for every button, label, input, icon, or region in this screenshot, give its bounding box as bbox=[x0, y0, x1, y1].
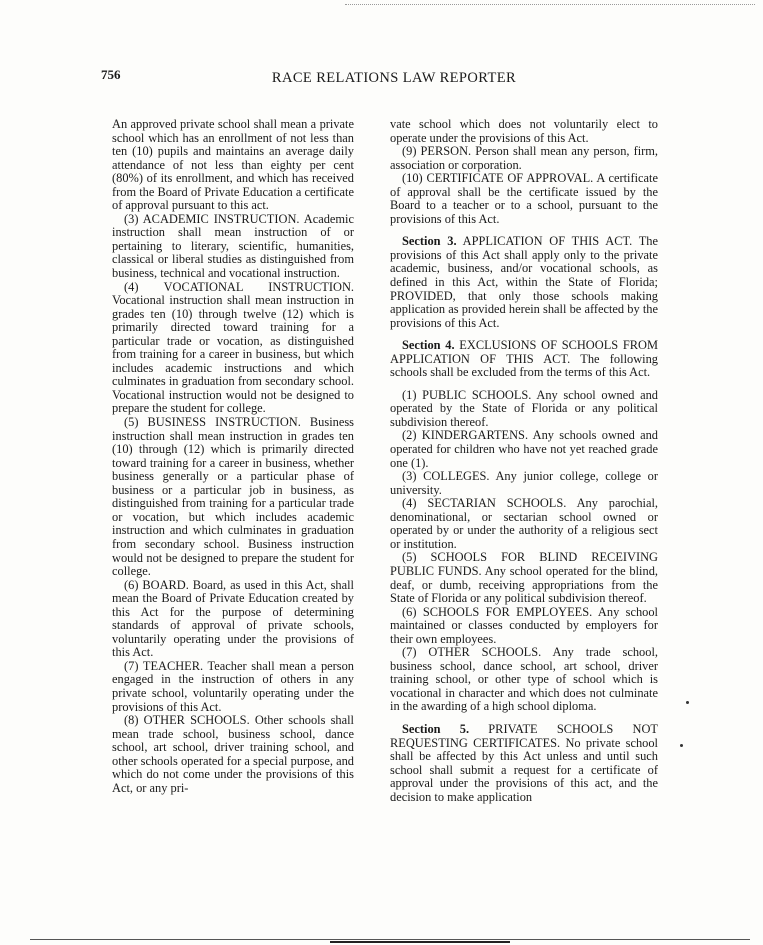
left-paragraph: (3) ACADEMIC INSTRUCTION. Academic instruction shall mean instruction of or pertaining to literary, scientific, humanities, classical or liberal studies as distinguished from business, technical and vocational instruction. bbox=[112, 211, 354, 281]
left-paragraph: (4) VOCATIONAL INSTRUCTION. Vocational instruction shall mean instruction in grades ten (10) through twelve (12) which is primarily directed toward training for a particular trade or vocation, as distinguished from training for a career in business, but which includes academic instructions and which culminates in graduation from secondary school. Vocational instruction would not be designed to prepare the student for college. bbox=[112, 279, 354, 416]
exclusion-paragraph: (5) SCHOOLS FOR BLIND RECEIVING PUBLIC FUNDS. Any school operated for the blind, deaf, or dumb, receiving appropriations from the State of Florida or any political subdivision thereof. bbox=[390, 550, 658, 606]
section-text: APPLICATION OF THIS ACT. The provisions of this Act shall apply only to the private academic, business, and/or vocational schools, as defined in this Act, within the State of Florida; PROVIDED, that only those schools making application as provided herein shall be affected by the provisions of this Act. bbox=[390, 234, 658, 330]
exclusion-paragraph: (6) SCHOOLS FOR EMPLOYEES. Any school maintained or classes conducted by employers for their own employees. bbox=[390, 604, 658, 646]
section-text: EXCLUSIONS OF SCHOOLS FROM APPLICATION OF THIS ACT. The following schools shall be excluded from the terms of this Act. bbox=[390, 338, 659, 380]
left-paragraph: (7) TEACHER. Teacher shall mean a person engaged in the instruction of others in any private school, voluntarily operating under the provisions of this Act. bbox=[112, 658, 354, 714]
stray-ink-mark bbox=[680, 744, 683, 747]
top-dotted-rule bbox=[345, 4, 755, 5]
page-number: 756 bbox=[101, 67, 121, 82]
right-paragraph: vate school which does not voluntarily elect to operate under the provisions of this Act. bbox=[390, 117, 658, 145]
left-paragraph: (8) OTHER SCHOOLS. Other schools shall mean trade school, business school, dance school, art school, driver training school, and other schools operated for a special purpose, and which do not come under the provisions of this Act, or any pri- bbox=[112, 713, 354, 795]
section-label: Section 3. bbox=[402, 234, 457, 249]
section-paragraph bbox=[390, 235, 658, 330]
right-column bbox=[390, 118, 658, 804]
left-paragraph: (5) BUSINESS INSTRUCTION. Business instruction shall mean instruction in grades ten (10) through (12) which is primarily directed toward training for a career in business, whether business generally or a particular phase of business or a particular job in business, as distinguished from training for a particular trade or vocation, but which includes academic instruction and which culminates in graduation from secondary school. Business instruction would not be designed to prepare the student for college. bbox=[112, 415, 354, 579]
section-label: Section 5. bbox=[402, 721, 470, 736]
exclusion-paragraph: (4) SECTARIAN SCHOOLS. Any parochial, denominational, or sectarian school owned or operated by or under the authority of a religious sect or institution. bbox=[390, 496, 658, 551]
exclusion-paragraph: (7) OTHER SCHOOLS. Any trade school, business school, dance school, art school, driver training school, or other type of school which is vocational in character and which does not culminate in the awarding of a high school diploma. bbox=[390, 645, 658, 714]
left-column bbox=[112, 118, 354, 795]
section-label: Section 4. bbox=[402, 338, 455, 353]
bottom-rule bbox=[30, 939, 750, 940]
section-paragraph bbox=[390, 339, 658, 380]
section-paragraph bbox=[390, 723, 658, 804]
running-head: RACE RELATIONS LAW REPORTER bbox=[271, 70, 517, 86]
left-paragraph: An approved private school shall mean a private school which has an enrollment of not less than ten (10) pupils and maintains an average daily attendance of not less than eighty per cent (80%) of its enrollment, and which has received from the Board of Private Education a certificate of approval pursuant to this act. bbox=[112, 117, 354, 213]
exclusion-paragraph: (2) KINDERGARTENS. Any schools owned and operated for children who have not yet reached grade one (1). bbox=[390, 428, 658, 470]
left-paragraph: (6) BOARD. Board, as used in this Act, shall mean the Board of Private Education created by this Act for the purpose of determining standards of approval of private schools, voluntarily operating under the provisions of this Act. bbox=[112, 577, 354, 660]
section-text: PRIVATE SCHOOLS NOT REQUESTING CERTIFICATES. No private school shall be affected by this Act unless and until such school shall submit a request for a certificate of approval under the provisions of this act, and the decision to make application bbox=[390, 721, 658, 804]
definition-paragraph: (10) CERTIFICATE OF APPROVAL. A certificate of approval shall be the certificate issued by the Board to a teacher or to a school, pursuant to the provisions of this Act. bbox=[390, 171, 658, 226]
definition-paragraph: (9) PERSON. Person shall mean any person, firm, association or corporation. bbox=[390, 144, 658, 172]
exclusion-paragraph: (3) COLLEGES. Any junior college, college or university. bbox=[390, 469, 658, 497]
stray-ink-mark bbox=[686, 701, 689, 704]
exclusion-paragraph: (1) PUBLIC SCHOOLS. Any school owned and operated by the State of Florida or any political subdivision thereof. bbox=[390, 387, 658, 429]
bottom-rule-heavy bbox=[330, 941, 510, 943]
